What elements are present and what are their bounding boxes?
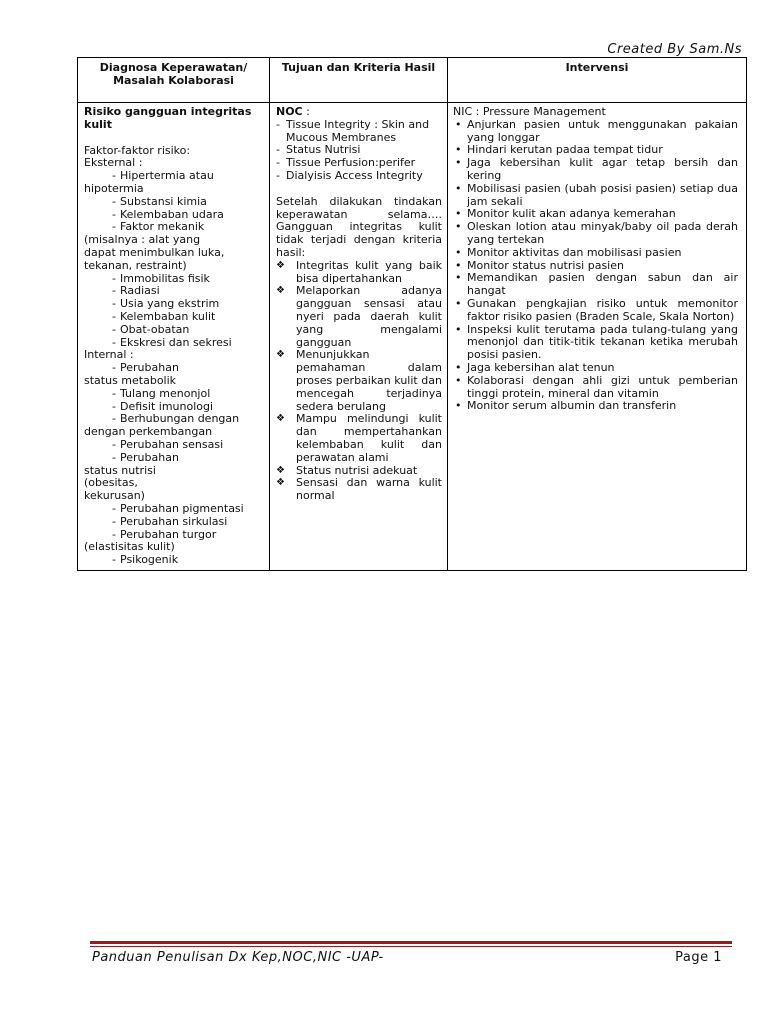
bullet-marker: • [455,271,462,285]
footer-document-title: Panduan Penulisan Dx Kep,NOC,NIC -UAP- [92,950,384,965]
list-item-text: Memandikan pasien dengan sabun dan air hangat [467,271,738,298]
list-item [453,298,738,324]
list-item-text: Psikogenik [120,553,179,567]
list-item-text: Jaga kebersihan alat tenun [467,360,615,374]
list-item-text: Tulang menonjol [120,386,211,400]
page-number: Page 1 [675,950,722,965]
list-item-text: Mampu melindungi kulit dan mempertahankan kelembaban kulit dan perawatan alami [296,412,442,464]
list-item-text: Substansi kimia [120,194,207,208]
created-by-label: Created By Sam.Ns [607,42,742,57]
list-item [84,516,264,529]
list-item [453,157,738,183]
dash-marker: - [112,297,116,311]
list-item-text: Inspeksi kulit terutama pada tulang-tulang yang menonjol dan titik-titik tekanan ketika merubah posisi pasien. [467,322,738,362]
list-item-text: Berhubungan dengan [120,412,240,426]
list-item-text: Kolaborasi dengan ahli gizi untuk pemberian tinggi protein, mineral dan vitamin [467,373,738,400]
footer-rule-thick [90,941,732,944]
dash-marker: - [112,322,116,336]
list-item-text: Sensasi dan warna kulit normal [296,476,442,503]
list-item-text: Hindari kerutan padaa tempat tidur [467,143,663,157]
header-intervensi: Intervensi [448,58,747,103]
dash-marker: - [112,169,116,183]
list-item-continuation: (misalnya : alat yang [84,233,201,247]
list-item [453,183,738,209]
list-item [84,554,264,567]
diagnosis-title: Risiko gangguan integritas kulit [84,105,252,131]
list-item-continuation: status metabolik [84,373,177,387]
list-item-continuation: (elastisitas kulit) [84,540,175,554]
list-item [453,221,738,247]
list-item [276,260,442,286]
dash-marker: - [112,386,116,400]
dash-marker: - [112,450,116,464]
list-item-text: Integritas kulit yang baik bisa dipertahankan [296,258,442,285]
dash-marker: - [112,412,116,426]
list-item-text: Obat-obatan [120,322,190,336]
diamond-marker: ❖ [276,464,285,476]
dash-marker: - [112,553,116,567]
list-item-continuation: hipotermia [84,181,144,195]
list-item [276,285,442,349]
list-item-text: Perubahan turgor [120,527,217,541]
list-item-continuation: dapat menimbulkan luka, [84,245,225,259]
diamond-marker: ❖ [276,477,285,489]
list-item-text: Kelembaban kulit [120,309,216,323]
diagnosa-cell [78,103,270,571]
list-item-continuation: tekanan, restraint) [84,258,187,272]
list-item-text: Melaporkan adanya gangguan sensasi atau nyeri pada daerah kulit yang mengalami gangguan [296,284,442,349]
list-item-text: Oleskan lotion atau minyak/baby oil pada derah yang tertekan [467,220,738,246]
list-item-continuation: Mucous Membranes [286,130,397,144]
list-item [276,119,442,132]
list-item [453,247,738,260]
list-item [453,400,738,413]
list-item [453,362,738,375]
bullet-marker: • [455,220,462,234]
dash-marker: - [112,284,116,298]
dash-marker: - [276,143,280,157]
list-item-text: Mobilisasi pasien (ubah posisi pasien) setiap dua jam sekali [467,181,738,208]
list-item [84,452,264,465]
list-item-text: Defisit imunologi [120,399,214,413]
table-header-row [78,58,747,103]
list-item [84,273,264,286]
header-diagnosa: Diagnosa Keperawatan/ Masalah Kolaborasi [78,58,270,103]
internal-factor-list [84,362,264,567]
dash-marker: - [276,156,280,170]
list-item [84,196,264,209]
list-item [84,311,264,324]
care-plan-table [77,57,747,571]
dash-marker: - [112,399,116,413]
bullet-marker: • [455,245,462,259]
list-item-text: Perubahan [120,450,179,464]
header-tujuan: Tujuan dan Kriteria Hasil [270,58,448,103]
list-item-continuation: dengan perkembangan [84,425,213,439]
dash-marker: - [112,527,116,541]
list-item [84,503,264,516]
list-item-text: Perubahan [120,361,179,375]
bullet-marker: • [455,399,462,413]
bullet-marker: • [455,322,462,336]
list-item-text: Perubahan pigmentasi [120,501,244,515]
dash-marker: - [112,335,116,349]
diamond-marker: ❖ [276,349,285,361]
list-item-text: Ekskresi dan sekresi [120,335,232,349]
list-item-text: Monitor aktivitas dan mobilisasi pasien [467,245,682,259]
criteria-intro: Setelah dilakukan tindakan keperawatan selama…. Gangguan integritas kulit tidak terjadi dengan kriteria hasil: [276,194,442,259]
list-item-text: Tissue Integrity : Skin and [286,117,430,131]
nic-intervention-list [453,119,738,413]
list-item-text: Status nutrisi adekuat [296,463,418,477]
list-item-text: Hipertermia atau [120,169,214,183]
internal-label: Internal : [84,348,134,362]
list-item-text: Perubahan sensasi [120,437,224,451]
table-row [78,103,747,571]
list-item-text: Faktor mekanik [120,220,205,234]
list-item-text: Immobilitas fisik [120,271,210,285]
external-factor-list [84,170,264,349]
list-item [453,272,738,298]
bullet-marker: • [455,296,462,310]
list-item-continuation: (obesitas, [84,476,138,490]
bullet-marker: • [455,117,462,131]
list-item-text: Radiasi [120,284,160,298]
list-item-text: Jaga kebersihan kulit agar tetap bersih dan kering [467,156,738,182]
list-item-text: Monitor serum albumin dan transferin [467,399,677,413]
list-item-text: Anjurkan pasien untuk menggunakan pakaian yang longgar [467,117,738,144]
dash-marker: - [276,117,280,131]
dash-marker: - [112,220,116,234]
diamond-marker: ❖ [276,413,285,425]
list-item [276,413,442,464]
bullet-marker: • [455,207,462,221]
list-item [453,119,738,145]
external-label: Eksternal : [84,156,143,170]
tujuan-cell [270,103,448,571]
list-item-continuation: status nutrisi [84,463,156,477]
noc-outcome-list [276,119,442,183]
list-item [276,477,442,503]
intervensi-cell [448,103,747,571]
list-item [453,324,738,362]
list-item-text: Usia yang ekstrim [120,297,220,311]
list-item [453,375,738,401]
list-item-text: Kelembaban udara [120,207,224,221]
criteria-list [276,260,442,503]
dash-marker: - [112,437,116,451]
list-item-text: Tissue Perfusion:perifer [286,156,416,170]
list-item-text: Monitor kulit akan adanya kemerahan [467,207,676,221]
footer-rule-thin [90,946,732,947]
diamond-marker: ❖ [276,259,285,271]
dash-marker: - [112,309,116,323]
dash-marker: - [112,501,116,515]
dash-marker: - [112,271,116,285]
bullet-marker: • [455,360,462,374]
list-item [84,439,264,452]
list-item-text: Gunakan pengkajian risiko untuk memonitor faktor risiko pasien (Braden Scale, Skala Norton) [467,296,738,323]
list-item-text: Perubahan sirkulasi [120,514,228,528]
list-item [276,170,442,183]
bullet-marker: • [455,258,462,272]
list-item [84,388,264,401]
list-item-text: Dialyisis Access Integrity [286,168,423,182]
bullet-marker: • [455,143,462,157]
list-item-continuation: kekurusan) [84,489,145,503]
list-item-text: Monitor status nutrisi pasien [467,258,624,272]
list-item-text: Menunjukkan pemahaman dalam proses perbaikan kulit dan mencegah terjadinya sedera berulang [296,348,442,413]
list-item [84,324,264,337]
dash-marker: - [112,361,116,375]
diamond-marker: ❖ [276,285,285,297]
bullet-marker: • [455,181,462,195]
dash-marker: - [112,514,116,528]
bullet-marker: • [455,373,462,387]
factors-label: Faktor-faktor risiko: [84,143,191,157]
bullet-marker: • [455,156,462,170]
noc-heading: NOC : [276,105,310,118]
nic-heading: NIC : Pressure Management [453,105,606,118]
list-item-text: Status Nutrisi [286,143,361,157]
list-item [276,349,442,413]
dash-marker: - [112,194,116,208]
dash-marker: - [276,168,280,182]
dash-marker: - [112,207,116,221]
